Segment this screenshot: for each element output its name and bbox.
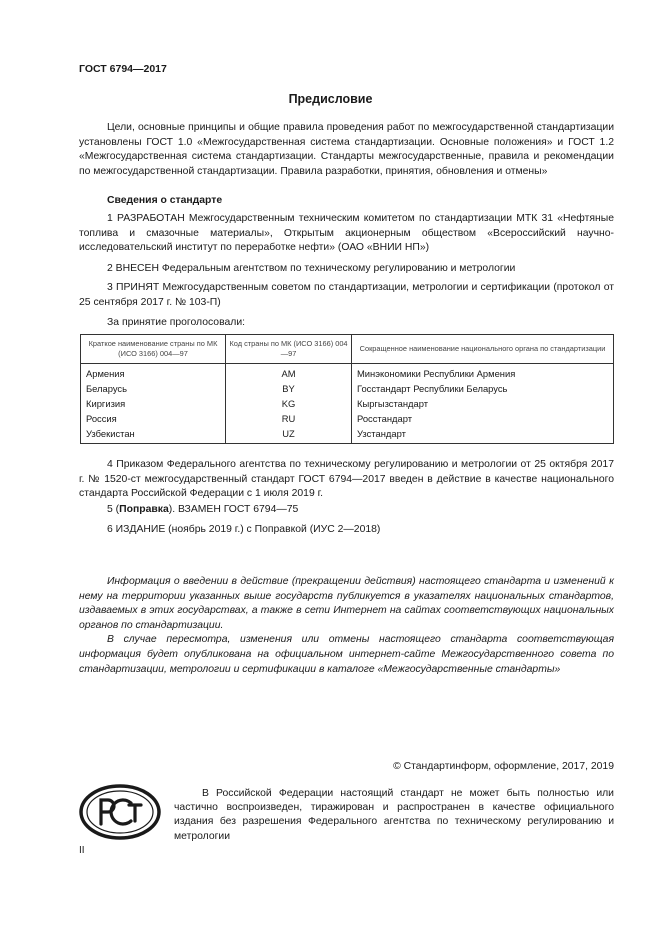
standards-body: Росстандарт [352, 411, 614, 426]
item-developed-text: 1 РАЗРАБОТАН Межгосударственным техническим комитетом по стандартизации МТК 31 «Нефтяные топлива и смазочные материалы», Открытым акционерным обществом «Всероссийский научно-исследовательский институт по переработке нефти» (ОАО «ВНИИ НП») [79, 213, 614, 254]
table-row [81, 426, 614, 444]
item-adopted [79, 281, 614, 310]
country-name: Армения [81, 364, 226, 382]
table-header-row [81, 335, 614, 364]
table-header-code: Код страны по МК (ИСО 3166) 004—97 [226, 335, 352, 364]
standards-body: Кыргызстандарт [352, 396, 614, 411]
item-edition-text: 6 ИЗДАНИЕ (ноябрь 2019 г.) с Поправкой (ИУС 2—2018) [107, 524, 381, 535]
country-code: BY [226, 381, 352, 396]
correction-label: Поправка [119, 504, 169, 515]
standards-body: Минэкономики Республики Армения [352, 364, 614, 382]
item-introduced [79, 262, 614, 277]
country-name: Беларусь [81, 381, 226, 396]
info-block [79, 575, 614, 677]
country-code: KG [226, 396, 352, 411]
item-order [79, 458, 614, 502]
table-header-body: Сокращенное наименование национального органа по стандартизации [352, 335, 614, 364]
section-heading: Сведения о стандарте [107, 195, 223, 206]
country-name: Узбекистан [81, 426, 226, 444]
vote-table [80, 334, 614, 444]
replaces-prefix: 5 ( [107, 504, 120, 515]
copyright-notice-text: В Российской Федерации настоящий стандарт не может быть полностью или частично воспроизведен, тиражирован и распространен в качестве официального издания без разрешения Федерального агентства по техническому регулированию и метрологии [174, 788, 614, 842]
info-paragraph-2: В случае пересмотра, изменения или отмены настоящего стандарта соответствующая информация будет опубликована на официальном интернет-сайте Межгосударственного совета по стандартизации, метрологии и сертификации в каталоге «Межгосударственные стандарты» [79, 634, 614, 675]
page-number: II [79, 845, 85, 856]
item-adopted-text: 3 ПРИНЯТ Межгосударственным советом по стандартизации, метрологии и сертификации (протокол от 25 сентября 2017 г. № 103-П) [79, 282, 614, 308]
item-replaces [79, 503, 614, 518]
intro-text: Цели, основные принципы и общие правила проведения работ по межгосударственной стандартизации установлены ГОСТ 1.0 «Межгосударственная система стандартизации. Основные положения» и ГОСТ 1.2 «Межгосударственная система стандартизации. Стандарты межгосударственные, правила и рекомендации по межгосударственной стандартизации. Правила разработки, принятия, обновления и отмены» [79, 122, 614, 177]
item-edition [79, 523, 614, 538]
replaces-suffix: ). ВЗАМЕН ГОСТ 6794—75 [168, 504, 299, 515]
item-order-text: 4 Приказом Федерального агентства по техническому регулированию и метрологии от 25 октября 2017 г. № 1520-ст межгосударственный стандарт ГОСТ 6794—2017 введен в действие в качестве национального стандарта Российской Федерации с 1 июля 2019 г. [79, 459, 614, 500]
item-introduced-text: 2 ВНЕСЕН Федеральным агентством по техническому регулированию и метрологии [107, 263, 516, 274]
country-code: AM [226, 364, 352, 382]
item-developed [79, 212, 614, 256]
country-code: RU [226, 411, 352, 426]
page-title: Предисловие [288, 92, 373, 106]
copyright-notice [174, 787, 614, 844]
table-row [81, 364, 614, 382]
country-code: UZ [226, 426, 352, 444]
document-id: ГОСТ 6794—2017 [79, 63, 167, 75]
country-name: Киргизия [81, 396, 226, 411]
table-row [81, 411, 614, 426]
rst-logo [79, 784, 161, 840]
table-row [81, 381, 614, 396]
standards-body: Узстандарт [352, 426, 614, 444]
table-row [81, 396, 614, 411]
country-name: Россия [81, 411, 226, 426]
intro-paragraph [79, 121, 614, 179]
standards-body: Госстандарт Республики Беларусь [352, 381, 614, 396]
table-header-country: Краткое наименование страны по МК (ИСО 3166) 004—97 [81, 335, 226, 364]
vote-label: За принятие проголосовали: [107, 317, 246, 328]
info-paragraph-1: Информация о введении в действие (прекращении действия) настоящего стандарта и изменений к нему на территории указанных выше государств публикуется в указателях национальных стандартов, издаваемых в этих государствах, а также в сети Интернет на сайтах соответствующих национальных органов по стандартизации. [79, 576, 614, 631]
copyright: © Стандартинформ, оформление, 2017, 2019 [393, 761, 614, 772]
